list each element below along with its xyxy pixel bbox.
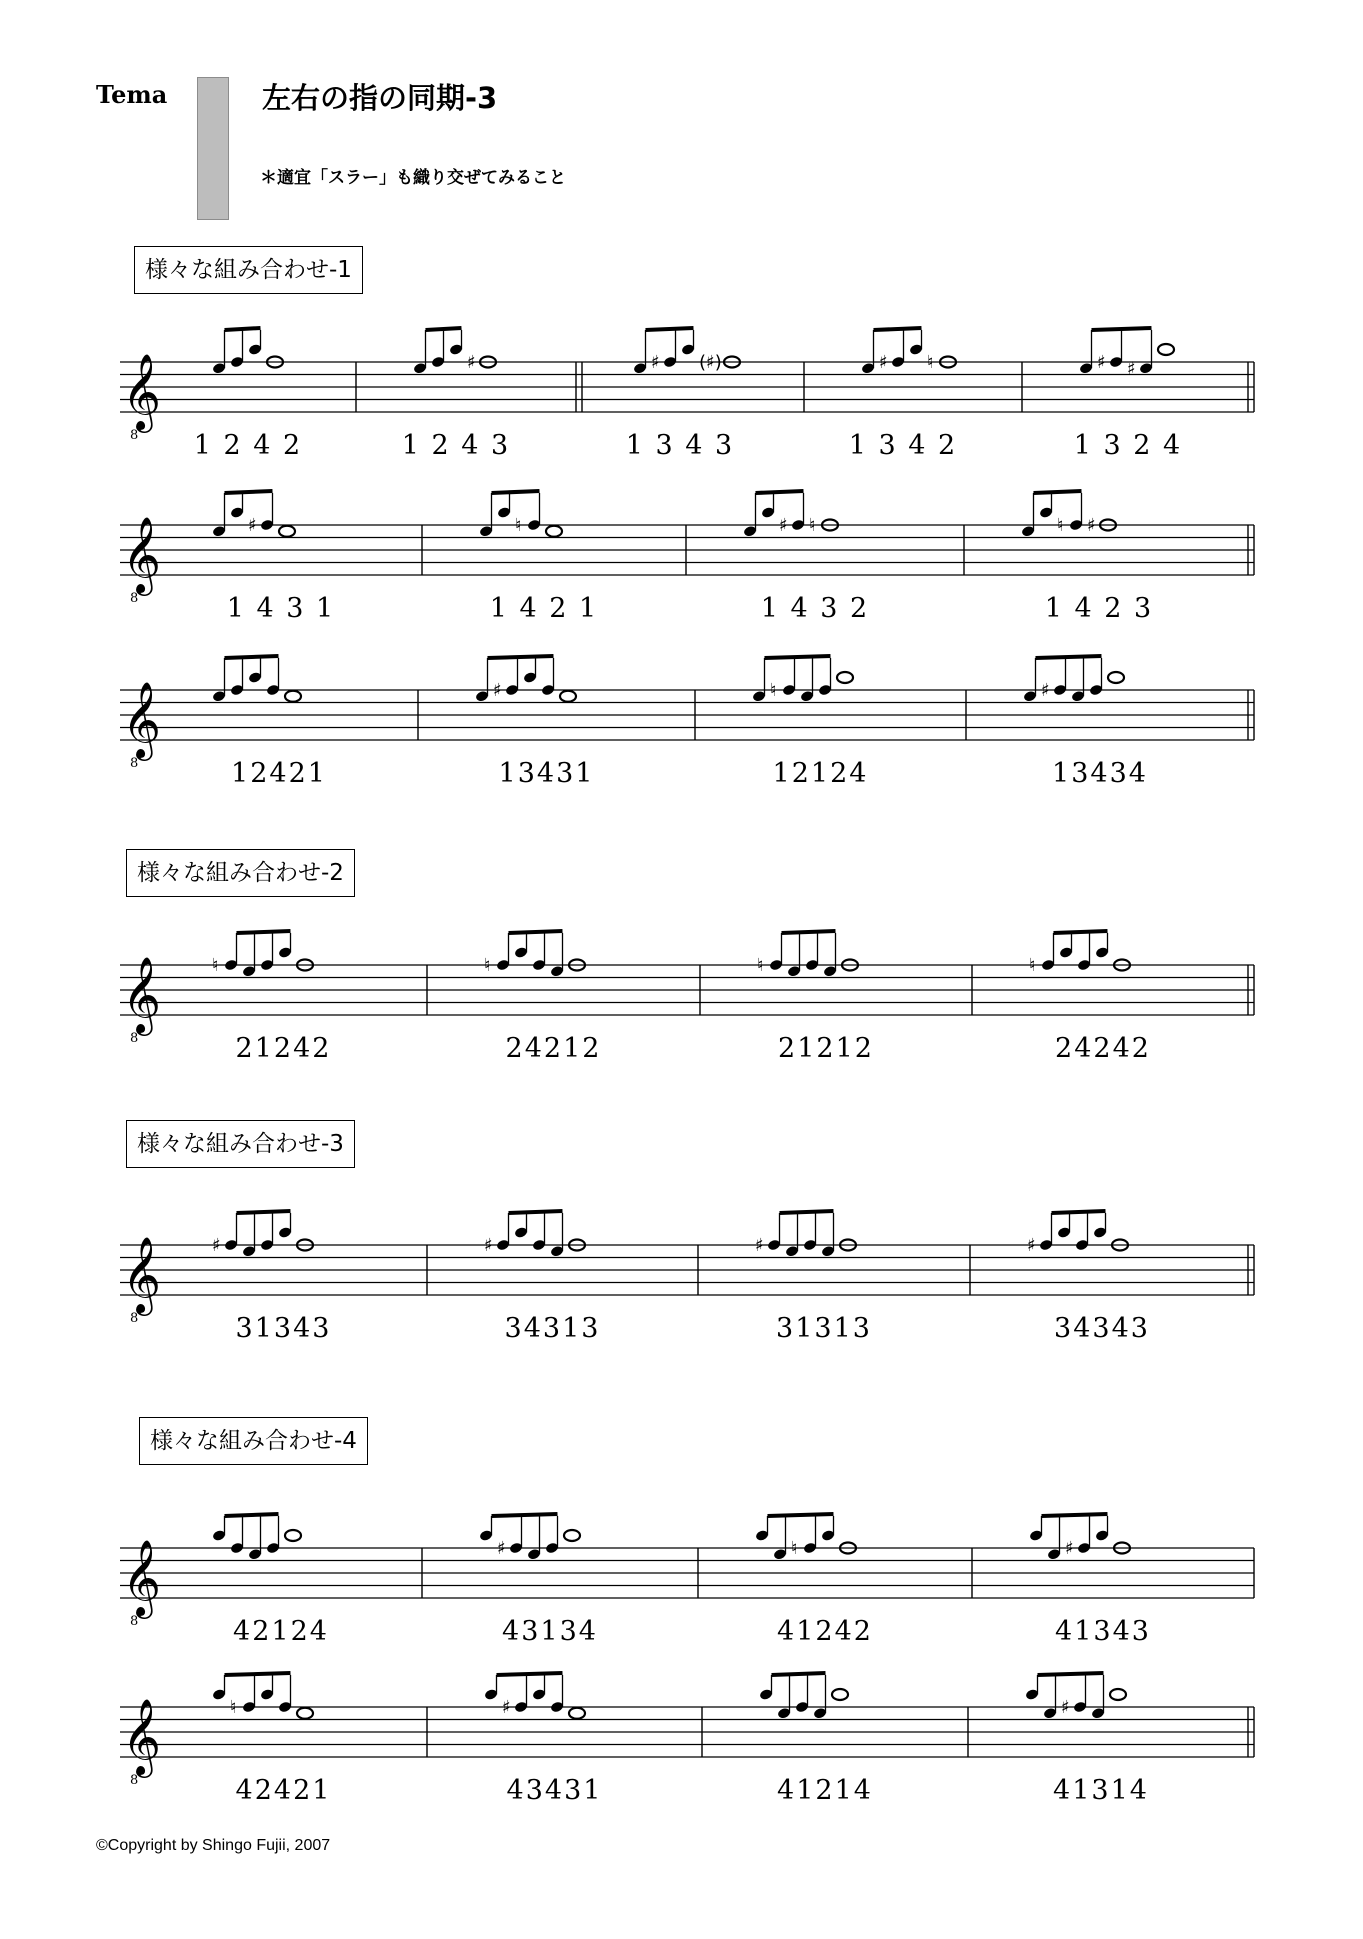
beam (1038, 1673, 1104, 1675)
fingering-label: 43431 (506, 1775, 603, 1806)
accidental-sharp: ♯ (502, 1697, 511, 1718)
accidental-sharp: ♯ (1061, 1697, 1070, 1718)
fingering-label: 1 4 3 1 (226, 593, 336, 624)
beam (237, 931, 291, 933)
accidental-sharp: ♯ (497, 1538, 506, 1559)
fingering-label: 41242 (777, 1616, 873, 1647)
staff-system (120, 656, 1254, 789)
fingering-label: 1 2 4 2 (193, 430, 303, 461)
beam (225, 1673, 291, 1675)
fingering-label: 21212 (778, 1033, 874, 1064)
fingering-label: 31313 (776, 1313, 872, 1344)
measure-notes (479, 1514, 598, 1647)
page-title: 左右の指の同期-3 (262, 81, 498, 115)
whole-note (837, 672, 853, 683)
staff-system (120, 1514, 1254, 1647)
staff-system (120, 1673, 1254, 1806)
measure-notes (1023, 656, 1148, 789)
whole-note (1110, 1689, 1126, 1700)
fingering-label: 34313 (504, 1313, 601, 1344)
whole-note (297, 1708, 313, 1719)
fingering-label: 31343 (235, 1313, 332, 1344)
treble-clef-8vb: 𝄞 (122, 681, 162, 758)
beam (768, 1514, 834, 1516)
beam (509, 1211, 563, 1213)
accidental-sharp: ♯ (248, 515, 257, 536)
beam (874, 328, 922, 330)
whole-note (569, 1708, 585, 1719)
fingering-label: 43134 (502, 1616, 598, 1647)
fingering-label: 41314 (1053, 1775, 1149, 1806)
page-note: ＊適宜「スラー」も織り交ぜてみること (260, 168, 566, 188)
fingering-label: 42124 (233, 1616, 329, 1647)
measure-notes (1027, 1211, 1150, 1344)
treble-clef-8vb: 𝄞 (122, 353, 162, 430)
fingering-label: 1 3 2 4 (1073, 430, 1183, 461)
clef-octave-mark: 8 (130, 1773, 139, 1788)
section-label-2: 様々な組み合わせ-2 (126, 849, 355, 897)
accidental-natural: ♮ (515, 515, 522, 536)
accidental-natural: ♮ (1029, 955, 1036, 976)
beam (780, 1211, 834, 1213)
accidental-natural: ♮ (927, 352, 934, 373)
beam (225, 1514, 279, 1516)
beam (237, 1211, 291, 1213)
staff-system (120, 491, 1254, 624)
section-label-1: 様々な組み合わせ-1 (134, 246, 363, 294)
fingering-label: 34343 (1054, 1313, 1150, 1344)
clef-octave-mark: 8 (130, 428, 139, 443)
fingering-label: 1 4 2 3 (1044, 593, 1154, 624)
accidental-sharp: ♯ (1097, 352, 1106, 373)
whole-note (285, 1530, 301, 1541)
measure-notes (757, 931, 874, 1064)
section-label-3: 様々な組み合わせ-3 (126, 1120, 355, 1168)
measure-notes (849, 328, 957, 461)
staff-system (120, 1211, 1254, 1344)
accidental-cautionary-sharp: (♯) (699, 352, 722, 373)
beam (646, 328, 694, 330)
accidental-natural: ♮ (770, 680, 777, 701)
clef-octave-mark: 8 (130, 1031, 139, 1046)
accidental-sharp: ♯ (779, 515, 788, 536)
beam (497, 1673, 563, 1675)
fingering-label: 1 4 2 1 (489, 593, 599, 624)
beam (765, 656, 831, 658)
clef-octave-mark: 8 (130, 1311, 139, 1326)
fingering-label: 13431 (498, 758, 595, 789)
treble-clef-8vb: 𝄞 (122, 1698, 162, 1775)
measure-notes (755, 1514, 873, 1647)
fingering-label: 1 2 4 3 (401, 430, 511, 461)
measure-notes (212, 1211, 331, 1344)
beam (225, 328, 261, 330)
fingering-label: 24212 (505, 1033, 602, 1064)
beam (488, 656, 554, 658)
fingering-label: 42421 (235, 1775, 332, 1806)
accidental-sharp: ♯ (755, 1235, 764, 1256)
fingering-label: 41214 (777, 1775, 873, 1806)
copyright: ©Copyright by Shingo Fujii, 2007 (96, 1837, 331, 1854)
fingering-label: 1 3 4 2 (848, 430, 958, 461)
fingering-label: 12421 (231, 758, 327, 789)
beam (492, 1514, 558, 1516)
measure-notes (212, 1514, 329, 1647)
beam (1052, 1211, 1106, 1213)
measure-notes (475, 656, 595, 789)
accidental-natural: ♮ (230, 1697, 237, 1718)
accidental-sharp: ♯ (493, 680, 502, 701)
measure-notes (484, 1211, 600, 1344)
measure-notes (479, 491, 598, 624)
fingering-label: 1 4 3 2 (760, 593, 870, 624)
whole-note (546, 526, 562, 537)
section-label-4: 様々な組み合わせ-4 (139, 1417, 368, 1465)
beam (1036, 656, 1102, 658)
beam (509, 931, 563, 933)
beam (1034, 491, 1082, 493)
accidental-natural: ♮ (212, 955, 219, 976)
whole-note (832, 1689, 848, 1700)
accidental-sharp: ♯ (1065, 1538, 1074, 1559)
treble-clef-8vb: 𝄞 (122, 1539, 162, 1616)
measure-notes (1029, 1514, 1151, 1647)
accidental-sharp: ♯ (879, 352, 888, 373)
fingering-label: 21242 (235, 1033, 332, 1064)
clef-octave-mark: 8 (130, 756, 139, 771)
beam (492, 491, 540, 493)
beam (225, 656, 279, 658)
measure-notes (626, 328, 740, 461)
accidental-sharp: ♯ (1041, 680, 1050, 701)
whole-note (1158, 344, 1174, 355)
accidental-sharp: ♯ (1027, 1235, 1036, 1256)
beam (1092, 328, 1152, 330)
fingering-label: 24242 (1055, 1033, 1151, 1064)
fingering-label: 12124 (772, 758, 869, 789)
whole-note (564, 1530, 580, 1541)
measure-notes (1074, 328, 1182, 461)
whole-note (1108, 672, 1124, 683)
staff-system (120, 931, 1254, 1064)
beam (772, 1673, 826, 1675)
accidental-sharp: ♯ (484, 1235, 493, 1256)
accidental-natural: ♮ (791, 1538, 798, 1559)
treble-clef-8vb: 𝄞 (122, 956, 162, 1033)
measure-notes (752, 656, 869, 789)
tema-label: Tema (96, 80, 168, 109)
measure-notes (402, 328, 510, 461)
fingering-label: 13434 (1052, 758, 1148, 789)
accidental-natural: ♮ (757, 955, 764, 976)
measure-notes (1025, 1673, 1149, 1806)
beam (1042, 1514, 1108, 1516)
fingering-label: 41343 (1055, 1616, 1151, 1647)
beam (426, 328, 462, 330)
beam (782, 931, 836, 933)
measure-notes (759, 1673, 873, 1806)
measure-notes (1021, 491, 1153, 624)
measure-notes (484, 1673, 603, 1806)
accidental-natural: ♮ (484, 955, 491, 976)
beam (1054, 931, 1108, 933)
measure-notes (755, 1211, 872, 1344)
whole-note (285, 691, 301, 702)
accidental-sharp: ♯ (467, 352, 476, 373)
accidental-natural: ♮ (809, 515, 816, 536)
measure-notes (484, 931, 601, 1064)
beam (756, 491, 804, 493)
measure-notes (212, 1673, 332, 1806)
measure-notes (212, 656, 327, 789)
fingering-label: 1 3 4 3 (625, 430, 735, 461)
clef-octave-mark: 8 (130, 591, 139, 606)
beam (225, 491, 273, 493)
accidental-natural: ♮ (1057, 515, 1064, 536)
treble-clef-8vb: 𝄞 (122, 516, 162, 593)
staff-system (120, 328, 1254, 461)
measure-notes (743, 491, 869, 624)
whole-note (279, 526, 295, 537)
accidental-sharp: ♯ (1127, 358, 1136, 380)
treble-clef-8vb: 𝄞 (122, 1236, 162, 1313)
measure-notes (194, 328, 302, 461)
whole-note (560, 691, 576, 702)
clef-octave-mark: 8 (130, 1614, 139, 1629)
accidental-sharp: ♯ (651, 352, 660, 373)
measure-notes (212, 491, 335, 624)
accidental-sharp: ♯ (212, 1235, 221, 1256)
measure-notes (1029, 931, 1151, 1064)
measure-notes (212, 931, 331, 1064)
accidental-sharp: ♯ (1087, 515, 1096, 536)
